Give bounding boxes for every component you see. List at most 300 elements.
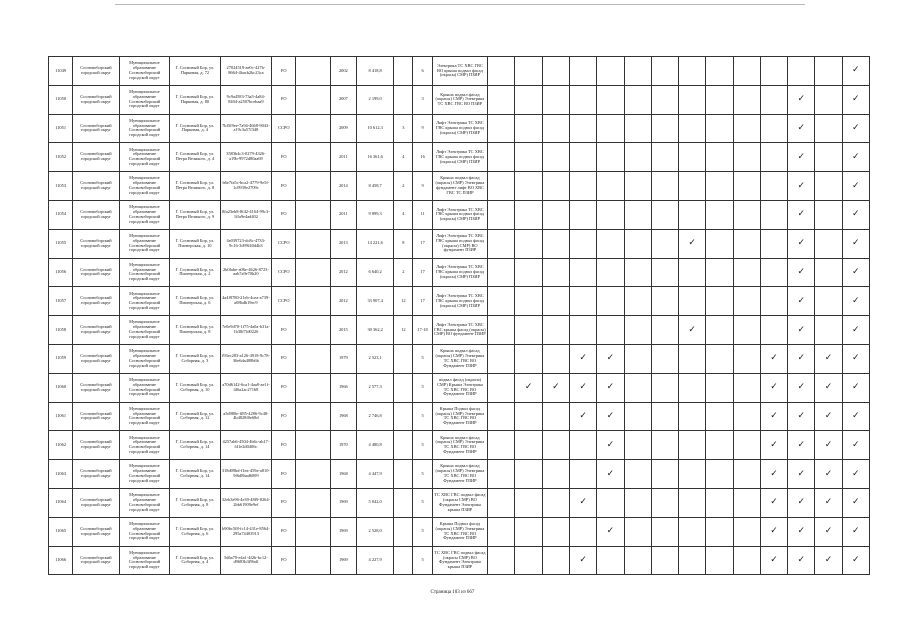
- check-mark-icon: ✓: [688, 238, 696, 249]
- check-cell: [760, 287, 787, 316]
- works-cell: Лифт Электрика ТС ХВС ГВС крыша подвал фасад (окрасы) СМР) ПЗИР: [432, 114, 488, 143]
- check-cell: [842, 229, 869, 258]
- floors-cell: [394, 488, 413, 517]
- address-cell: Г. Сосновый Бор, ул. Парковая, д. 72: [170, 57, 220, 86]
- check-cell: [733, 114, 760, 143]
- check-cell: [815, 488, 842, 517]
- type-cell: FO: [272, 143, 296, 172]
- check-cell: [788, 373, 815, 402]
- table-row: [49, 143, 870, 172]
- check-cell: [706, 373, 733, 402]
- type-cell: CCPO: [272, 229, 296, 258]
- check-cell: [651, 517, 678, 546]
- row-id: 11066: [49, 546, 73, 575]
- check-cell: [488, 460, 515, 489]
- municipality-cell: Муниципальное образование Сосновоборский городской округ: [119, 200, 169, 229]
- check-cell: [733, 402, 760, 431]
- check-mark-icon: ✓: [852, 295, 860, 306]
- check-cell: [488, 344, 515, 373]
- check-mark-icon: ✓: [770, 554, 778, 565]
- check-cell: [569, 258, 596, 287]
- check-cell: [515, 258, 542, 287]
- region-cell: Сосновоборский городской округ: [73, 229, 119, 258]
- year-cell: 2013: [330, 229, 356, 258]
- region-cell: Сосновоборский городской округ: [73, 200, 119, 229]
- check-cell: [651, 546, 678, 575]
- floors-cell: [394, 373, 413, 402]
- check-cell: [842, 200, 869, 229]
- check-cell: [733, 200, 760, 229]
- table-row: [49, 431, 870, 460]
- check-cell: [597, 460, 624, 489]
- floors-cell: [394, 431, 413, 460]
- check-cell: [788, 114, 815, 143]
- table-row: [49, 114, 870, 143]
- check-cell: [842, 460, 869, 489]
- check-mark-icon: ✓: [606, 410, 615, 421]
- check-cell: [788, 57, 815, 86]
- check-cell: [624, 85, 651, 114]
- row-id: 11061: [49, 402, 73, 431]
- check-cell: [815, 200, 842, 229]
- table-row: [49, 258, 870, 287]
- type-cell: CCPO: [272, 258, 296, 287]
- municipality-cell: Муниципальное образование Сосновоборский городской округ: [119, 344, 169, 373]
- guid-cell: 3583b4c3-0279-4326-a19b-9972d80aa69: [220, 143, 272, 172]
- works-cell: Крыша Подвал фасад (окрасы) СМР) Электрика ТС ХВС ГВС ВО Фундамент ПЗИР: [432, 517, 488, 546]
- check-cell: [706, 488, 733, 517]
- municipality-cell: Муниципальное образование Сосновоборский городской округ: [119, 517, 169, 546]
- check-cell: [542, 402, 569, 431]
- area-cell: 4 480,8: [356, 431, 393, 460]
- check-cell: [788, 316, 815, 345]
- entrances-cell: 9: [413, 114, 432, 143]
- empty-cell: [296, 460, 330, 489]
- check-cell: [760, 57, 787, 86]
- address-cell: Г. Сосновый Бор, ул. Пионерская, д. 8: [170, 316, 220, 345]
- floors-cell: [394, 517, 413, 546]
- check-cell: [515, 172, 542, 201]
- check-cell: [515, 460, 542, 489]
- check-mark-icon: ✓: [797, 353, 806, 364]
- entrances-cell: 5: [413, 431, 432, 460]
- check-mark-icon: ✓: [797, 497, 806, 508]
- check-cell: [760, 431, 787, 460]
- entrances-cell: 17: [413, 229, 432, 258]
- guid-cell: 2b0fabe-a06e-4626-8723-aab7a9e70b20: [220, 258, 272, 287]
- check-cell: [788, 258, 815, 287]
- check-mark-icon: ✓: [852, 526, 860, 537]
- check-mark-icon: ✓: [770, 410, 778, 421]
- guid-cell: 9c9a4583-73a5-4a84-8404-a2507bcebaa9: [220, 85, 272, 114]
- municipality-cell: Муниципальное образование Сосновоборский городской округ: [119, 258, 169, 287]
- address-cell: Г. Сосновый Бор, ул. Парковая, д. 4: [170, 114, 220, 143]
- guid-cell: 7bf5f9ee-7a94-4668-9043-a19c3a57f348: [220, 114, 272, 143]
- check-cell: [488, 402, 515, 431]
- empty-cell: [296, 344, 330, 373]
- entrances-cell: 16: [413, 143, 432, 172]
- works-cell: Лифт Электрика ТС ХВС ГВС крыша подвал фасад (окрасы) СМР) ПЗИР: [432, 200, 488, 229]
- check-cell: [706, 517, 733, 546]
- year-cell: 1969: [330, 517, 356, 546]
- check-cell: [569, 431, 596, 460]
- guid-cell: 318d09bd-f1ea-459a-a810-9f6d8bad6009: [220, 460, 272, 489]
- check-mark-icon: ✓: [852, 353, 860, 364]
- check-mark-icon: ✓: [797, 468, 806, 479]
- check-cell: [706, 143, 733, 172]
- floors-cell: [394, 57, 413, 86]
- check-cell: [679, 57, 706, 86]
- floors-cell: [394, 344, 413, 373]
- check-cell: [515, 488, 542, 517]
- guid-cell: 32eb3e96-4e39-48f9-8264-2bb61909e9ef: [220, 488, 272, 517]
- table-row: [49, 517, 870, 546]
- check-cell: [679, 488, 706, 517]
- check-cell: [542, 143, 569, 172]
- check-mark-icon: ✓: [688, 324, 696, 335]
- check-cell: [706, 460, 733, 489]
- guid-cell: 27024519-ae0c-427b-8664-4bacb2bc23ca: [220, 57, 272, 86]
- check-cell: [733, 143, 760, 172]
- row-id: 11065: [49, 517, 73, 546]
- check-cell: [542, 229, 569, 258]
- check-cell: [733, 85, 760, 114]
- area-cell: 2 199,0: [356, 85, 393, 114]
- check-cell: [788, 517, 815, 546]
- row-id: 11053: [49, 172, 73, 201]
- check-cell: [597, 431, 624, 460]
- check-cell: [679, 287, 706, 316]
- check-mark-icon: ✓: [852, 324, 860, 335]
- check-cell: [651, 258, 678, 287]
- check-cell: [569, 517, 596, 546]
- check-cell: [651, 488, 678, 517]
- table-row: [49, 287, 870, 316]
- check-mark-icon: ✓: [852, 209, 860, 220]
- area-cell: 2 523,1: [356, 344, 393, 373]
- empty-cell: [296, 517, 330, 546]
- check-cell: [733, 229, 760, 258]
- check-cell: [815, 287, 842, 316]
- check-mark-icon: ✓: [852, 94, 860, 105]
- check-cell: [624, 316, 651, 345]
- check-cell: [760, 258, 787, 287]
- check-mark-icon: ✓: [579, 382, 587, 393]
- entrances-cell: 9: [413, 172, 432, 201]
- check-cell: [733, 57, 760, 86]
- check-cell: [679, 402, 706, 431]
- works-cell: Крыша подвал фасад (окрасы) СМР) Электрика ТС ХВС ГВС ВО Фундамент ПЗИР: [432, 344, 488, 373]
- check-cell: [760, 172, 787, 201]
- check-cell: [597, 258, 624, 287]
- year-cell: 2002: [330, 57, 356, 86]
- check-mark-icon: ✓: [797, 295, 806, 306]
- row-id: 11049: [49, 57, 73, 86]
- check-mark-icon: ✓: [852, 122, 860, 133]
- check-cell: [488, 258, 515, 287]
- check-cell: [815, 431, 842, 460]
- type-cell: FO: [272, 316, 296, 345]
- check-cell: [624, 402, 651, 431]
- year-cell: 2012: [330, 258, 356, 287]
- check-cell: [488, 373, 515, 402]
- works-cell: ТС ХВС ГВС подвал фасад (окрасы СМР) ВО Фундамент Электрика крыша ПЗИР: [432, 488, 488, 517]
- check-cell: [788, 344, 815, 373]
- check-cell: [542, 258, 569, 287]
- empty-cell: [296, 287, 330, 316]
- entrances-cell: 11: [413, 200, 432, 229]
- guid-cell: f93ec283-a126-4918-9c78-36e6da408b6b: [220, 344, 272, 373]
- check-cell: [488, 143, 515, 172]
- check-cell: [651, 200, 678, 229]
- check-cell: [624, 143, 651, 172]
- empty-cell: [296, 229, 330, 258]
- check-cell: [488, 114, 515, 143]
- works-cell: Крыша подвал фасад (окрасы) СМР) Электрика ТС ХВС ГВС ВО ПЗИР: [432, 85, 488, 114]
- check-cell: [815, 172, 842, 201]
- row-id: 11062: [49, 431, 73, 460]
- floors-cell: 3: [394, 114, 413, 143]
- region-cell: Сосновоборский городской округ: [73, 258, 119, 287]
- address-cell: Г. Сосновый Бор, ул. Соборная, д. 10: [170, 373, 220, 402]
- check-cell: [733, 431, 760, 460]
- area-cell: 4 447,9: [356, 460, 393, 489]
- check-cell: [679, 431, 706, 460]
- check-cell: [569, 460, 596, 489]
- check-cell: [679, 460, 706, 489]
- check-mark-icon: ✓: [579, 554, 587, 565]
- address-cell: Г. Сосновый Бор, ул. Пионерская, д. 10: [170, 229, 220, 258]
- guid-cell: 4257ab6-4504-4b6c-ab17-f41e2d0406c: [220, 431, 272, 460]
- check-cell: [760, 488, 787, 517]
- check-cell: [569, 57, 596, 86]
- check-mark-icon: ✓: [770, 439, 778, 450]
- check-cell: [488, 287, 515, 316]
- check-cell: [815, 517, 842, 546]
- region-cell: Сосновоборский городской округ: [73, 402, 119, 431]
- municipality-cell: Муниципальное образование Сосновоборский городской округ: [119, 85, 169, 114]
- floors-cell: 4: [394, 200, 413, 229]
- check-cell: [679, 229, 706, 258]
- check-cell: [515, 402, 542, 431]
- table-row: [49, 85, 870, 114]
- area-cell: 30 362,2: [356, 316, 393, 345]
- guid-cell: b6e7fa5c-bca2-4779-9e5f-1c0939e2709c: [220, 172, 272, 201]
- check-cell: [597, 344, 624, 373]
- check-mark-icon: ✓: [797, 180, 806, 191]
- check-cell: [679, 546, 706, 575]
- check-mark-icon: ✓: [797, 94, 806, 105]
- check-mark-icon: ✓: [852, 266, 860, 277]
- type-cell: FO: [272, 517, 296, 546]
- entrances-cell: 5: [413, 546, 432, 575]
- check-cell: [842, 373, 869, 402]
- check-cell: [788, 200, 815, 229]
- check-cell: [488, 57, 515, 86]
- check-cell: [569, 546, 596, 575]
- check-cell: [733, 316, 760, 345]
- check-mark-icon: ✓: [606, 468, 615, 479]
- floors-cell: 12: [394, 316, 413, 345]
- check-cell: [760, 344, 787, 373]
- check-cell: [760, 517, 787, 546]
- check-cell: [760, 373, 787, 402]
- guid-cell: 4a4f9780-21eb-4cea-a739-a08bdb19ec9: [220, 287, 272, 316]
- region-cell: Сосновоборский городской округ: [73, 431, 119, 460]
- municipality-cell: Муниципальное образование Сосновоборский городской округ: [119, 373, 169, 402]
- check-cell: [788, 431, 815, 460]
- type-cell: FO: [272, 57, 296, 86]
- check-mark-icon: ✓: [824, 526, 833, 537]
- year-cell: 2011: [330, 200, 356, 229]
- empty-cell: [296, 488, 330, 517]
- year-cell: 2007: [330, 85, 356, 114]
- area-cell: 14 221,6: [356, 229, 393, 258]
- check-cell: [597, 316, 624, 345]
- check-mark-icon: ✓: [579, 353, 587, 364]
- table-row: [49, 57, 870, 86]
- check-mark-icon: ✓: [852, 410, 860, 421]
- check-mark-icon: ✓: [524, 382, 533, 393]
- region-cell: Сосновоборский городской округ: [73, 287, 119, 316]
- address-cell: Г. Сосновый Бор, ул. Соборная, д. 4: [170, 546, 220, 575]
- check-cell: [788, 85, 815, 114]
- works-cell: Крыша Подвал фасад (окрасы) СМР) Электрика ТС ХВС ГВС ВО Фундамент ПЗИР: [432, 402, 488, 431]
- table-row: [49, 229, 870, 258]
- guid-cell: b90bc5f8-fc14-431e-8564-295a74403913: [220, 517, 272, 546]
- table-row: [49, 172, 870, 201]
- check-mark-icon: ✓: [579, 497, 587, 508]
- address-cell: Г. Сосновый Бор, ул. Соборная, д. 14: [170, 460, 220, 489]
- empty-cell: [296, 143, 330, 172]
- check-cell: [706, 344, 733, 373]
- region-cell: Сосновоборский городской округ: [73, 460, 119, 489]
- address-cell: Г. Сосновый Бор, ул. Соборная, д. 14: [170, 431, 220, 460]
- check-cell: [597, 402, 624, 431]
- entrances-cell: 5: [413, 402, 432, 431]
- area-cell: 16 361,6: [356, 143, 393, 172]
- check-cell: [515, 143, 542, 172]
- check-cell: [733, 517, 760, 546]
- check-cell: [842, 114, 869, 143]
- year-cell: 1970: [330, 431, 356, 460]
- check-cell: [515, 229, 542, 258]
- row-id: 11059: [49, 344, 73, 373]
- check-cell: [842, 258, 869, 287]
- check-cell: [597, 287, 624, 316]
- row-id: 11054: [49, 200, 73, 229]
- municipality-cell: Муниципальное образование Сосновоборский городской округ: [119, 402, 169, 431]
- check-cell: [788, 229, 815, 258]
- check-cell: [706, 258, 733, 287]
- check-cell: [624, 258, 651, 287]
- area-cell: 6 640,2: [356, 258, 393, 287]
- check-mark-icon: ✓: [770, 497, 778, 508]
- check-cell: [597, 546, 624, 575]
- check-cell: [651, 373, 678, 402]
- floors-cell: 8: [394, 229, 413, 258]
- row-id: 11051: [49, 114, 73, 143]
- check-cell: [488, 316, 515, 345]
- check-cell: [515, 316, 542, 345]
- check-cell: [815, 143, 842, 172]
- address-cell: Г. Сосновый Бор, ул. Соборная, д. 12: [170, 402, 220, 431]
- check-cell: [760, 85, 787, 114]
- check-cell: [624, 373, 651, 402]
- empty-cell: [296, 172, 330, 201]
- check-mark-icon: ✓: [824, 554, 833, 565]
- guid-cell: 7e0e9d70-1f75-4a0a-b31a-1b38f7fd0226: [220, 316, 272, 345]
- check-mark-icon: ✓: [852, 238, 860, 249]
- check-cell: [569, 229, 596, 258]
- check-cell: [515, 57, 542, 86]
- check-cell: [760, 229, 787, 258]
- check-cell: [815, 546, 842, 575]
- check-cell: [815, 373, 842, 402]
- region-cell: Сосновоборский городской округ: [73, 57, 119, 86]
- check-cell: [542, 85, 569, 114]
- check-cell: [706, 402, 733, 431]
- check-mark-icon: ✓: [579, 410, 587, 421]
- year-cell: 1966: [330, 373, 356, 402]
- check-cell: [624, 431, 651, 460]
- region-cell: Сосновоборский городской округ: [73, 172, 119, 201]
- works-cell: Крыша подвал фасад (окрасы) СМР) Электрика ТС ХВС ГВС ВО Фундамент ПЗИР: [432, 431, 488, 460]
- check-cell: [760, 143, 787, 172]
- check-cell: [815, 114, 842, 143]
- row-id: 11050: [49, 85, 73, 114]
- check-cell: [842, 143, 869, 172]
- check-cell: [733, 488, 760, 517]
- check-cell: [569, 287, 596, 316]
- check-mark-icon: ✓: [797, 209, 806, 220]
- check-mark-icon: ✓: [770, 353, 778, 364]
- check-cell: [488, 546, 515, 575]
- row-id: 11055: [49, 229, 73, 258]
- works-cell: Лифт Электрика ТС ХВС ГВС крыша фасад (окрасы) СМР) ВО фундамент ПЗИР: [432, 316, 488, 345]
- area-cell: 4 227,9: [356, 546, 393, 575]
- type-cell: FO: [272, 431, 296, 460]
- check-cell: [515, 114, 542, 143]
- entrances-cell: 5: [413, 488, 432, 517]
- empty-cell: [296, 402, 330, 431]
- check-mark-icon: ✓: [852, 468, 860, 479]
- check-cell: [542, 57, 569, 86]
- check-cell: [515, 546, 542, 575]
- row-id: 11064: [49, 488, 73, 517]
- empty-cell: [296, 373, 330, 402]
- check-cell: [624, 114, 651, 143]
- check-cell: [842, 57, 869, 86]
- check-cell: [624, 488, 651, 517]
- guid-cell: a5d980e-ff85-4286-9c48-4b4828f0e68d: [220, 402, 272, 431]
- check-mark-icon: ✓: [797, 554, 806, 565]
- check-cell: [597, 172, 624, 201]
- check-cell: [515, 517, 542, 546]
- check-cell: [624, 172, 651, 201]
- check-cell: [542, 488, 569, 517]
- check-cell: [624, 460, 651, 489]
- check-mark-icon: ✓: [552, 382, 560, 393]
- works-cell: Лифт Электрика ТС ХВС ГВС крыша подвал фасад (окрасы) СМР) ПЗИР: [432, 287, 488, 316]
- check-cell: [542, 460, 569, 489]
- check-cell: [651, 460, 678, 489]
- check-mark-icon: ✓: [852, 554, 860, 565]
- area-cell: 9 899,3: [356, 200, 393, 229]
- check-cell: [679, 114, 706, 143]
- check-cell: [624, 546, 651, 575]
- check-cell: [569, 172, 596, 201]
